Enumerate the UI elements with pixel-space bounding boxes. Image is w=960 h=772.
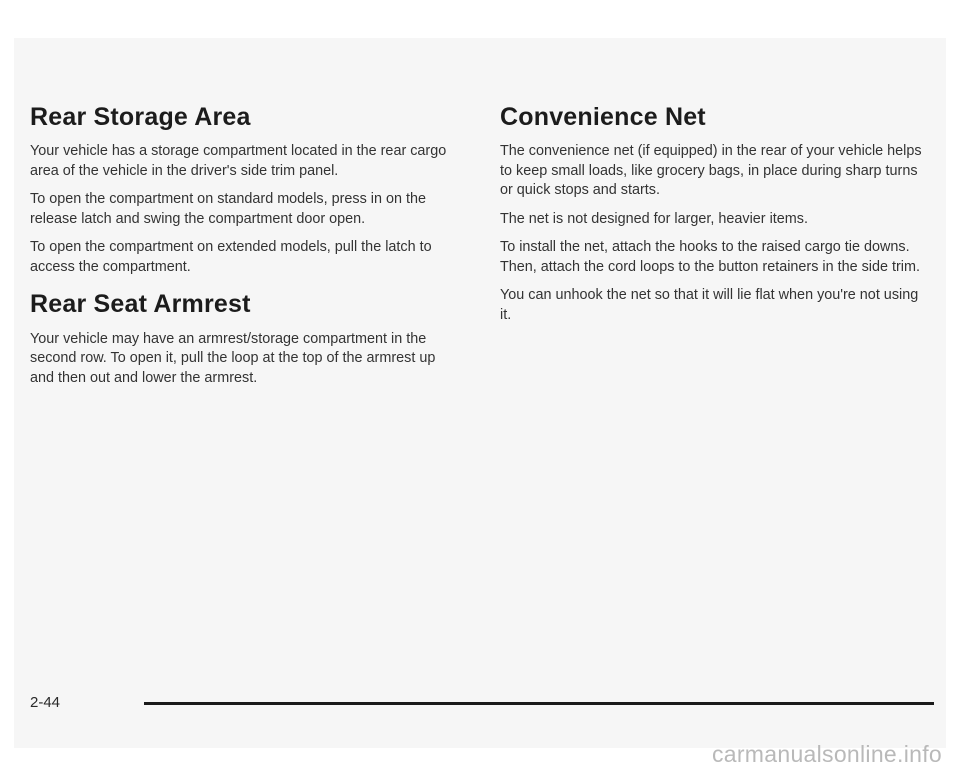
rear-storage-paragraph-3: To open the compartment on extended models, pull the latch to access the compartment. (30, 239, 432, 275)
page-footer (30, 694, 918, 714)
convenience-net-paragraph-1: The convenience net (if equipped) in the rear of your vehicle helps to keep small loads, like grocery bags, in place during sharp turns or quick stops and starts. (500, 143, 922, 199)
rear-seat-armrest-heading: Rear Seat Armrest (30, 290, 251, 319)
convenience-net-paragraph-3: To install the net, attach the hooks to the raised cargo tie downs. Then, attach the cord loops to the button retainers in the side trim. (500, 239, 920, 275)
right-column (500, 104, 924, 334)
convenience-net-paragraph-4: You can unhook the net so that it will lie flat when you're not using it. (500, 287, 919, 323)
rear-seat-armrest-paragraph-1: Your vehicle may have an armrest/storage compartment in the second row. To open it, pull the loop at the top of the armrest up and then out and lower the armrest. (30, 330, 436, 386)
rear-storage-paragraph-2: To open the compartment on standard models, press in on the release latch and swing the compartment door open. (30, 191, 426, 227)
rear-storage-paragraph-1: Your vehicle has a storage compartment located in the rear cargo area of the vehicle in the driver's side trim panel. (30, 143, 447, 179)
page-number: 2-44 (30, 694, 61, 711)
convenience-net-paragraph-2: The net is not designed for larger, heavier items. (500, 210, 808, 227)
convenience-net-heading: Convenience Net (500, 103, 706, 131)
manual-page (14, 38, 946, 748)
left-column (30, 104, 454, 397)
footer-rule (144, 702, 934, 705)
watermark-text: carmanualsonline.info (711, 741, 942, 767)
rear-storage-area-heading: Rear Storage Area (30, 103, 251, 131)
